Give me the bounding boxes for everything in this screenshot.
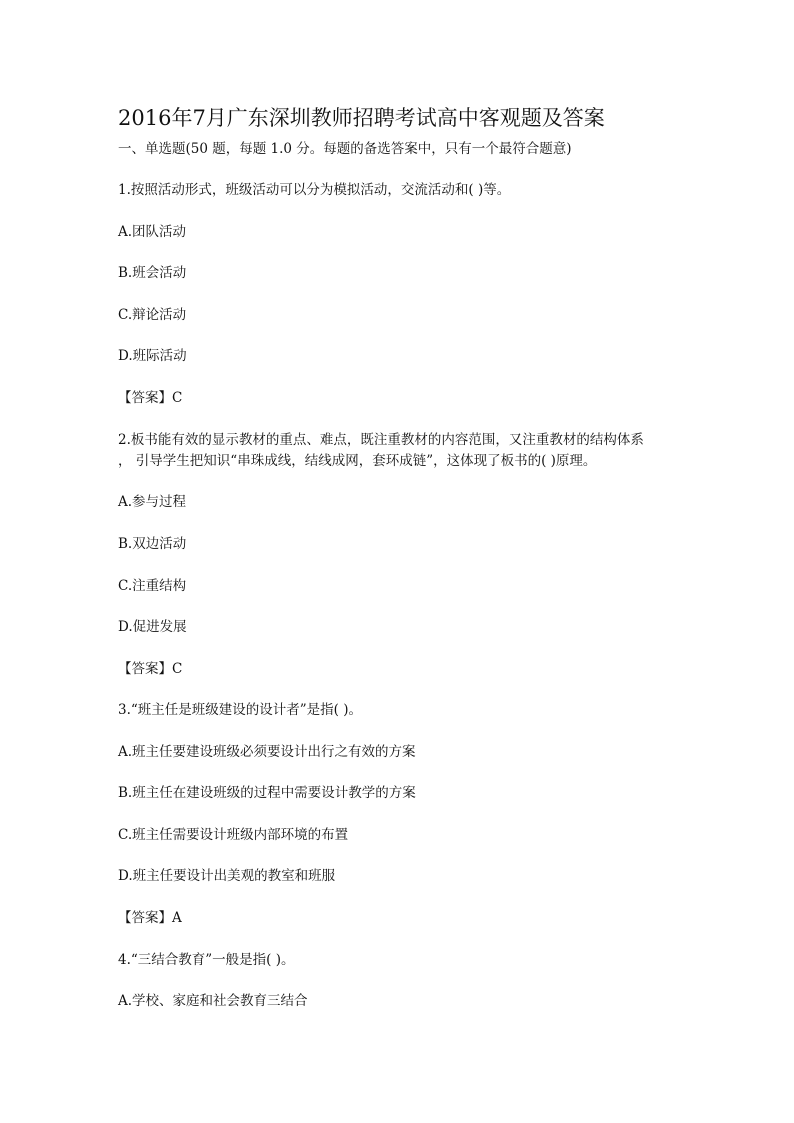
question-1-option-c: C.辩论活动 [118,307,187,323]
section-heading: 一、单选题(50 题，每题 1.0 分。每题的备选答案中，只有一个最符合题意) [118,141,572,157]
question-2-option-c: C.注重结构 [118,578,187,594]
question-1-option-d: D.班际活动 [118,348,187,364]
question-3-answer: 【答案】A [118,910,182,926]
question-3-option-a: A.班主任要建设班级必须要设计出行之有效的方案 [118,744,416,760]
question-1-option-a: A.团队活动 [118,224,187,240]
document-title: 2016年7月广东深圳教师招聘考试高中客观题及答案 [118,106,605,130]
question-4-stem: 4.“三结合教育”一般是指( )。 [118,952,295,968]
question-1-stem: 1.按照活动形式，班级活动可以分为模拟活动，交流活动和( )等。 [118,182,511,198]
question-3-option-d: D.班主任要设计出美观的教室和班服 [118,868,336,884]
question-2-option-a: A.参与过程 [118,494,187,510]
question-2-stem-line-1: 2.板书能有效的显示教材的重点、难点，既注重教材的内容范围，又注重教材的结构体系 [118,432,644,448]
question-3-stem: 3.“班主任是班级建设的设计者”是指( )。 [118,702,363,718]
question-1-option-b: B.班会活动 [118,265,187,281]
question-3-option-c: C.班主任需要设计班级内部环境的布置 [118,827,349,843]
question-4-option-a: A.学校、家庭和社会教育三结合 [118,993,308,1009]
question-2-stem-line-2: ， 引导学生把知识“串珠成线，结线成网，套环成链”，这体现了板书的( )原理。 [118,453,597,469]
question-2-answer: 【答案】C [118,661,183,677]
question-1-answer: 【答案】C [118,390,183,406]
question-2-option-b: B.双边活动 [118,536,187,552]
question-2-option-d: D.促进发展 [118,619,187,635]
question-3-option-b: B.班主任在建设班级的过程中需要设计教学的方案 [118,785,416,801]
